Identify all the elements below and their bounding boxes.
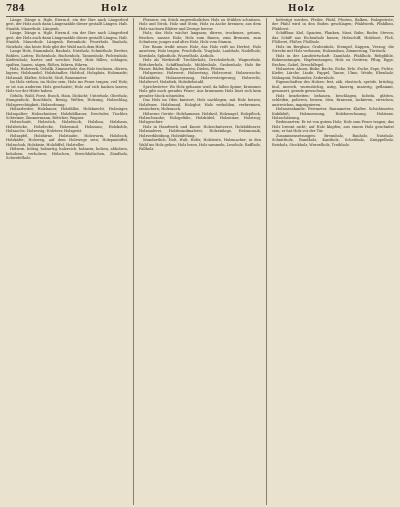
paragraph: Gehölz, Wald, Forst, Busch, Hain, Dickicht; Unterholz, Oberholz, Stangenholz, Buschholz, Reisig, Wellen; Holzung, Holzschlag, Holzgerechtigkeit, Holzordnung.	[6, 93, 128, 107]
paragraph: Holzarten: Ahorn, Birke, Buche, Eiche, Erle, Esche, Espe, Fichte, Kiefer, Lärche, Linde, Pappel, Tanne, Ulme, Weide; Ebenholz, Mahagoni, Palisander, Zedernholz.	[272, 66, 394, 80]
paragraph: Holz bearbeiten: behauen, beschlagen, hobeln, glätten, schleifen, polieren, beizen, ölen, firnissen, lackieren, streichen, anstreichen, imprägnieren.	[272, 93, 394, 107]
page-number: 784	[6, 4, 25, 14]
paragraph: Holz in der Landwirtschaft: Zaunholz, Pfahlholz, Rebpfähle, Bohnenstangen, Hopfenstangen; Holz zu Geräten; Pflug, Egge, Rechen, Gabel, Dreschflegel.	[272, 53, 394, 67]
paragraph: Hölzerne Geräte: Holzhammer, Holzkeil, Holznagel, Holzpflock, Holzschraube; Holzgefäße, Holzkübel, Holzeimer, Holztrog; Holzgeschirr.	[139, 111, 261, 125]
paragraph: Hölzern, hölzig, holzartig, holzreich, holzarm; holzen, abholzen, beholzen, verholzen; Hölzchen, Streichhölzchen, Zündholz, Schwefelholz.	[6, 147, 128, 161]
column-divider	[266, 18, 267, 505]
paragraph: Eigenschaften des Holzes: fest, zäh, elastisch, spröde, brüchig, faul, morsch, wurmstichig, astig, knorrig, maserig, geflammt, gemasert, gerade gewachsen.	[272, 80, 394, 94]
paragraph: Holz, Holzwerk, Gebälk, Zimmerholz; das Holz trocknen, dörren, lagern; Holzhandel, Holzhändler, Holzhof, Holzplatz, Holzmarkt; Holzmaß, Klafter, Schicht, Stoß, Raummeter.	[6, 66, 128, 80]
paragraph: Holzpreise, Holzwert, Holzertrag, Holzvorrat, Holzzuwachs; Holzabfuhr, Holzanweisung, Holzversteigerung; Holzrecht, Holzfrevel, Holzdieb, Holzdiebstahl.	[139, 71, 261, 85]
paragraph: Holzapfel, Holzbirne, Holztaube, Holzwurm, Holzbock, Holzkäfer; Holzweg, auf dem Holzwege sein; Holzpantoffel, Holzschuh, Holzkiste, Holzlöffel, Holzteller.	[6, 133, 128, 147]
page-header	[6, 3, 394, 17]
paragraph: Das Holz im Ofen knistert; Holz nachlegen; mit Holz heizen; Holzfeuer, Holzbrand, Holzglut; Holz verkohlen, verbrennen, einäschern; Holzrauch.	[139, 98, 261, 112]
text-column-2	[139, 18, 261, 505]
paragraph: Sprichwörter: Wo Holz gehauen wird, da fallen Späne; Krummes Holz gibt auch gerades Feuer; Aus krummem Holz lässt sich kein gerader Stock schneiden.	[139, 84, 261, 98]
text-column-3	[272, 18, 394, 505]
paragraph: Holz im Bergbau: Grubenholz, Stempel, Kappen, Verzug; die Strecke mit Holz verbauen; Holzausbau, Zimmerung, Türstock.	[272, 44, 394, 54]
paragraph: Holz als Werkstoff: Tischlerholz, Drechslerholz, Wagnerholz, Böttcherholz, Schiffbauholz, Mühlenholz, Grubenholz; Holz für Fässer, Räder, Balken, Sparren, Dielen, Pfosten.	[139, 58, 261, 71]
text-columns	[6, 18, 394, 505]
paragraph: Mundartlich: Holt, Hult, Holtz; Holzleute, Holzmacher; in den Wald ins Holz gehen; Holz lesen, Holz sammeln, Leseholz, Raffholz, Fallholz.	[139, 138, 261, 152]
paragraph: Holzschnitt, Holzstich, Holzdruck; Holzbau, Holzhaus, Holzbrücke, Holzdecke, Holzwand, Holzzaun; Holzkohle, Holzasche, Holzessig, Holzteer, Holzgeist.	[6, 120, 128, 134]
running-head-left: Holz	[101, 4, 129, 14]
paragraph: Lange Holz, Stammholz, Bauholz, Nutzholz, Schnittholz, Bretter, Bohlen, Latten; Eichenholz, Buchenholz, Tannenholz, Fichtenholz, Kiefernholz; hartes und weiches Holz; Holz fällen, schlagen, spalten, hauen, sägen, flößen, fahren, führen.	[6, 49, 128, 67]
paragraph: Phrasen: ein Stück ungewöhnliches Holz zu Stühlen schnitzen. Holz und Stroh, Holz und Stein; Holz zu Asche brennen; aus dem Holz wachsen Blätter und Zweige hervor.	[139, 18, 261, 31]
paragraph: Länge, Dänge u. Hglz. Eierm.d. ein der Ihre nach Längerbed gest, der Holz auch dann Längenzähle dieser gestallt Längen. Halt. Staubh. Mauerholz. Längenh. Brennholz. Feuerholz. Bauholz, Nutzholz; das beste Holz gibt der Wald nach dem Hieb.	[6, 31, 128, 49]
paragraph: Länge, Dänge u. Hglz. Eierm.d. ein der Ihre nach Längerbed gest, der Holz auch dann Längenzähle dieser gestallt Längen. Halt. Staubh. Mauerholz. Längenh.	[6, 18, 128, 31]
paragraph: Schiffbau: Kiel, Spanten, Planken, Mast, Rahe, Ruder, Steven; das Schiff aus Eichenholz bauen; Holzschiff, Holzboot, Floß, Flößerei, Flößer, Floßholz.	[272, 31, 394, 45]
column-divider	[133, 18, 134, 505]
running-head-right: Holz	[288, 4, 316, 14]
paragraph: Zusammensetzungen: Brennholz, Bauholz, Nutzholz, Schnittholz, Rundholz, Kantholz, Scheitholz, Knüppelholz, Reisholz, Stockholz, Wurzelholz, Treibholz.	[272, 133, 394, 147]
paragraph: Holz; das Holz wächst langsam; dürres, trockenes, grünes, frisches, nasses Holz; Holz zum Bauen, zum Brennen, zum Schnitzen; junges und altes Holz; Holz vom Stamm.	[139, 31, 261, 45]
paragraph: Im Holz stehen, im Holze sein; Holz ins Feuer tragen; viel Holz; er ist aus anderem Holz geschnitzt; Holz auf sich hacken lassen; Holz vor der Hütte haben.	[6, 80, 128, 94]
paragraph: Holz in Handwerk und Kunst: Holzschnitzerei, Holzbildnerei, Holzmalerei, Holzbrandmalerei, Holzeinlage, Holzmosaik, Holzverkleidung, Holztäfelung.	[139, 124, 261, 138]
paragraph: Redensarten: Er ist von gutem Holz; Holz zum Feuer tragen; das Holz brennt nicht; auf Holz klopfen; aus einem Holz geschnitzt sein; er hat Holz vor der Tür.	[272, 120, 394, 134]
text-column-1	[6, 18, 128, 505]
paragraph: Holzmesskunde: Festmeter, Raummeter, Klafter, Schichtmeter, Kubikfuß; Holzmessung, Holzberechnung, Holztaxe, Holzschätzung.	[272, 107, 394, 120]
paragraph: Der Baum treibt neues Holz; das Holz reift im Herbst; Holz ansetzen; Holz tragen; Fruchtholz, Tragholz, Laubholz, Nadelholz; Kernholz, Splintholz, Wurzelholz, Astholz.	[139, 44, 261, 58]
paragraph: befestigt werden. Pfeiler, Pfahl, Pfosten, Balken, Holzgerüste; der Pfahl wird in den Boden geschlagen; Pfahlwerk, Pfahlbau, Pfahlrost.	[272, 18, 394, 31]
paragraph: Holzarbeiter, Holzhauer, Holzfäller, Holzknecht, Holzsäger, Holzspalter; Holzschnitzer, Holzbildhauer, Drechsler, Tischler, Schreiner, Zimmermann, Böttcher, Wagner.	[6, 107, 128, 120]
